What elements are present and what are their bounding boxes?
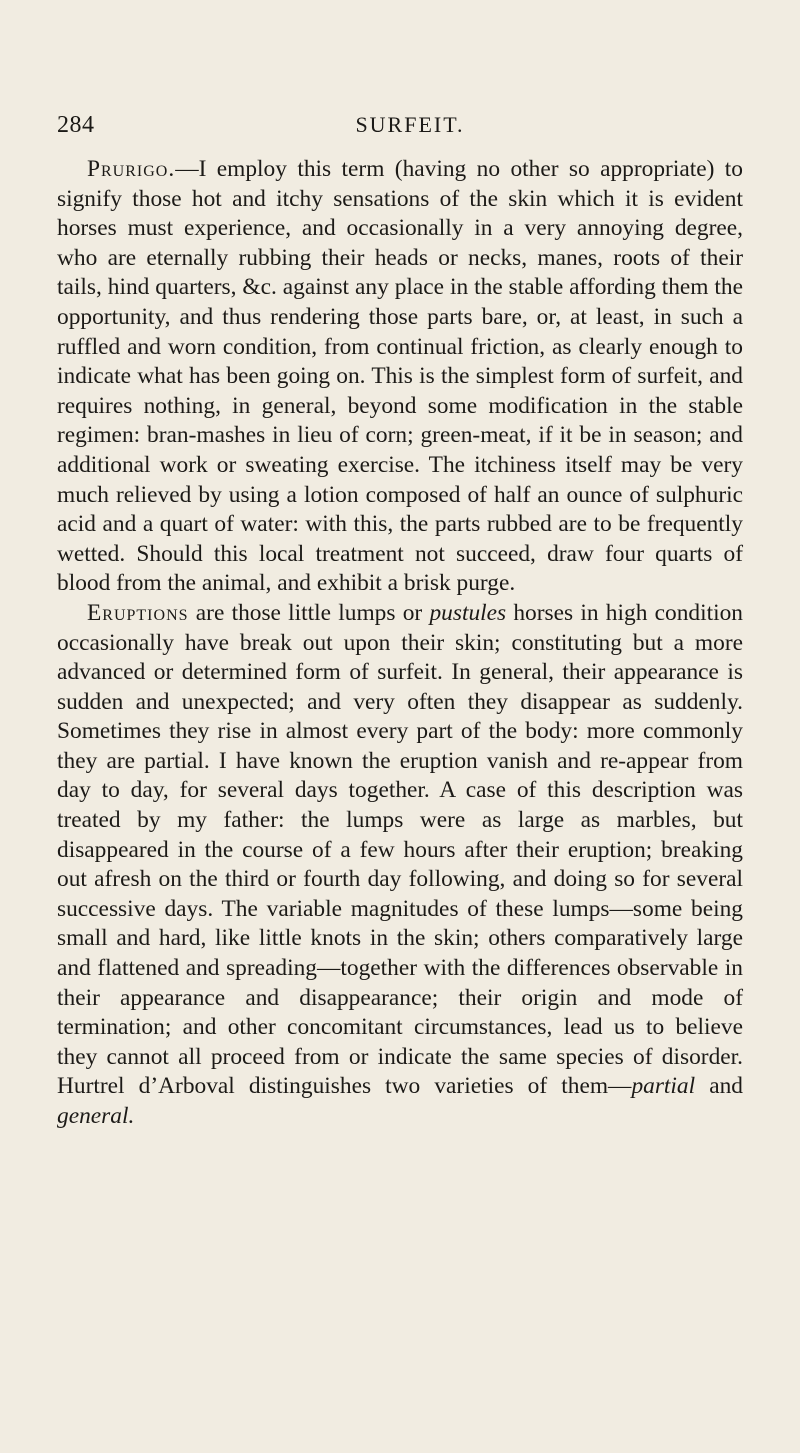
prurigo-paragraph	[57, 155, 743, 599]
page-header	[57, 112, 743, 142]
prurigo-heading: Prurigo.	[87, 156, 176, 182]
prurigo-text: —I employ this term (having no other so appropriate) to signify those hot and itchy sensations of the skin which it is evident horses must experience, and occasionally in a very annoying degree, who are eternally rubbing their heads or necks, manes, roots of their tails, hind quarters, &c. against any place in the stable affording them the opportunity, and thus rendering those parts bare, or, at least, in such a ruffled and worn condition, from continual friction, as clearly enough to indicate what has been going on. This is the simplest form of surfeit, and requires nothing, in general, beyond some modification in the stable regimen: bran-mashes in lieu of corn; green-meat, if it be in season; and additional work or sweating exercise. The itchiness itself may be very much relieved by using a lotion composed of half an ounce of sulphuric acid and a quart of water: with this, the parts rubbed are to be frequently wetted. Should this local treatment not succeed, draw four quarts of blood from the animal, and exhibit a brisk purge.	[57, 156, 743, 597]
body-text	[57, 155, 743, 1132]
partial-term: partial	[631, 1073, 696, 1100]
and-word: and	[695, 1073, 744, 1100]
page-number: 284	[57, 112, 95, 138]
eruptions-heading: Eruptions	[87, 599, 189, 626]
eruptions-text-main: horses in high condition occasionally have break out upon their skin; constituting but a more advanced or determined form of surfeit. In general, their appearance is sudden and unexpected; and very often they disappear as suddenly. Sometimes they rise in almost every part of the body: more commonly they are partial. I have known the eruption vanish and re-appear from day to day, for several days together. A case of this description was treated by my father: the lumps were as large as marbles, but disappeared in the course of a few hours after their eruption; breaking out afresh on the third or fourth day following, and doing so for several successive days. The variable magnitudes of these lumps—some being small and hard, like little knots in the skin; others comparatively large and flattened and spreading—together with the differences observable in their appearance and disappearance; their origin and mode of termination; and other concomitant circumstances, lead us to believe they cannot all proceed from or indicate the same species of disorder. Hurtrel d’Arboval distinguishes two varieties of them—	[57, 599, 743, 1100]
running-head: SURFEIT.	[355, 112, 465, 137]
general-term: general.	[57, 1103, 135, 1129]
pustules-term: pustules	[429, 599, 507, 626]
eruptions-text-intro: are those little lumps or	[188, 599, 430, 626]
eruptions-paragraph	[57, 599, 743, 1132]
